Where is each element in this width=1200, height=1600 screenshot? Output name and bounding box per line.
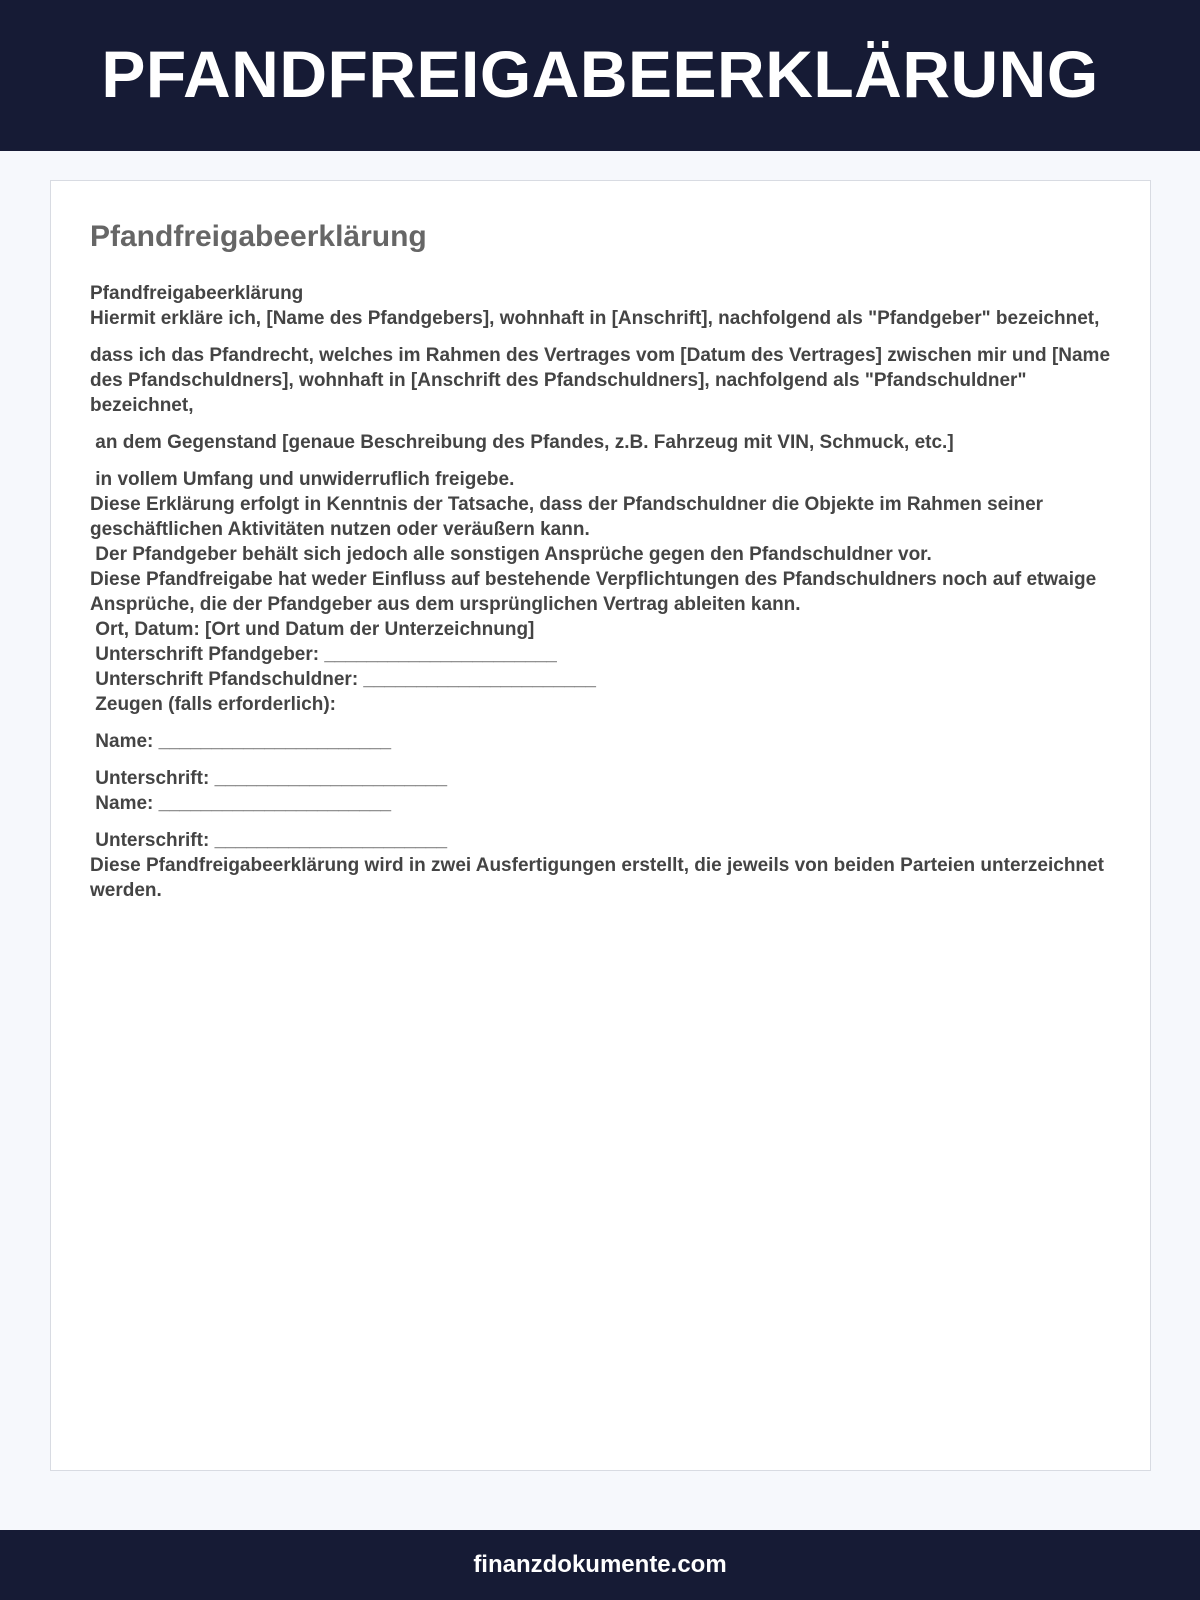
document-line-copies: Diese Pfandfreigabeerklärung wird in zwei Ausfertigungen erstellt, die jeweils von beiden Parteien unterzeichnet werden.: [90, 855, 1110, 901]
document-body: [90, 281, 1120, 903]
witnesses-label: Zeugen (falls erforderlich):: [90, 694, 336, 715]
witness-1-name: Name: ______________________: [90, 731, 392, 752]
document-line-reservation: Der Pfandgeber behält sich jedoch alle sonstigen Ansprüche gegen den Pfandschuldner vor.: [90, 544, 932, 565]
document-line-place-date: Ort, Datum: [Ort und Datum der Unterzeichnung]: [90, 619, 535, 640]
document-line-object: an dem Gegenstand [genaue Beschreibung des Pfandes, z.B. Fahrzeug mit VIN, Schmuck, etc.]: [90, 432, 954, 453]
document-line-effect: Diese Pfandfreigabe hat weder Einfluss auf bestehende Verpflichtungen des Pfandschuldners noch auf etwaige Ansprüche, die der Pfandgeber aus dem ursprünglichen Vertrag ableiten kann.: [90, 569, 1101, 615]
page-title: PFANDFREIGABEERKLÄRUNG: [101, 37, 1099, 111]
document-card: [50, 180, 1151, 1471]
document-line-knowledge: Diese Erklärung erfolgt in Kenntnis der Tatsache, dass der Pfandschuldner die Objekte im Rahmen seiner geschäftlichen Aktivitäten nutzen oder veräußern kann.: [90, 494, 1049, 540]
document-line-declarant: Hiermit erkläre ich, [Name des Pfandgebers], wohnhaft in [Anschrift], nachfolgend als "Pfandgeber" bezeichnet,: [90, 308, 1100, 329]
signature-line-pledgor: Unterschrift Pfandgeber: ______________________: [90, 644, 557, 665]
page-header: [0, 0, 1200, 151]
witness-2-signature: Unterschrift: ______________________: [90, 830, 448, 851]
document-line-lien: dass ich das Pfandrecht, welches im Rahmen des Vertrages vom [Datum des Vertrages] zwischen mir und [Name des Pfandschuldners], wohnhaft in [Anschrift des Pfandschuldners], nachfolgend als "Pfandschuldner" bezeichnet,: [90, 345, 1116, 416]
document-line-title: Pfandfreigabeerklärung: [90, 283, 304, 304]
document-heading: Pfandfreigabeerklärung: [90, 220, 427, 253]
footer-site-name: finanzdokumente.com: [473, 1551, 727, 1578]
signature-line-debtor: Unterschrift Pfandschuldner: ______________________: [90, 669, 596, 690]
witness-1-signature: Unterschrift: ______________________: [90, 768, 448, 789]
document-line-release: in vollem Umfang und unwiderruflich freigebe.: [90, 469, 515, 490]
page-footer: [0, 1530, 1200, 1600]
witness-2-name: Name: ______________________: [90, 793, 392, 814]
